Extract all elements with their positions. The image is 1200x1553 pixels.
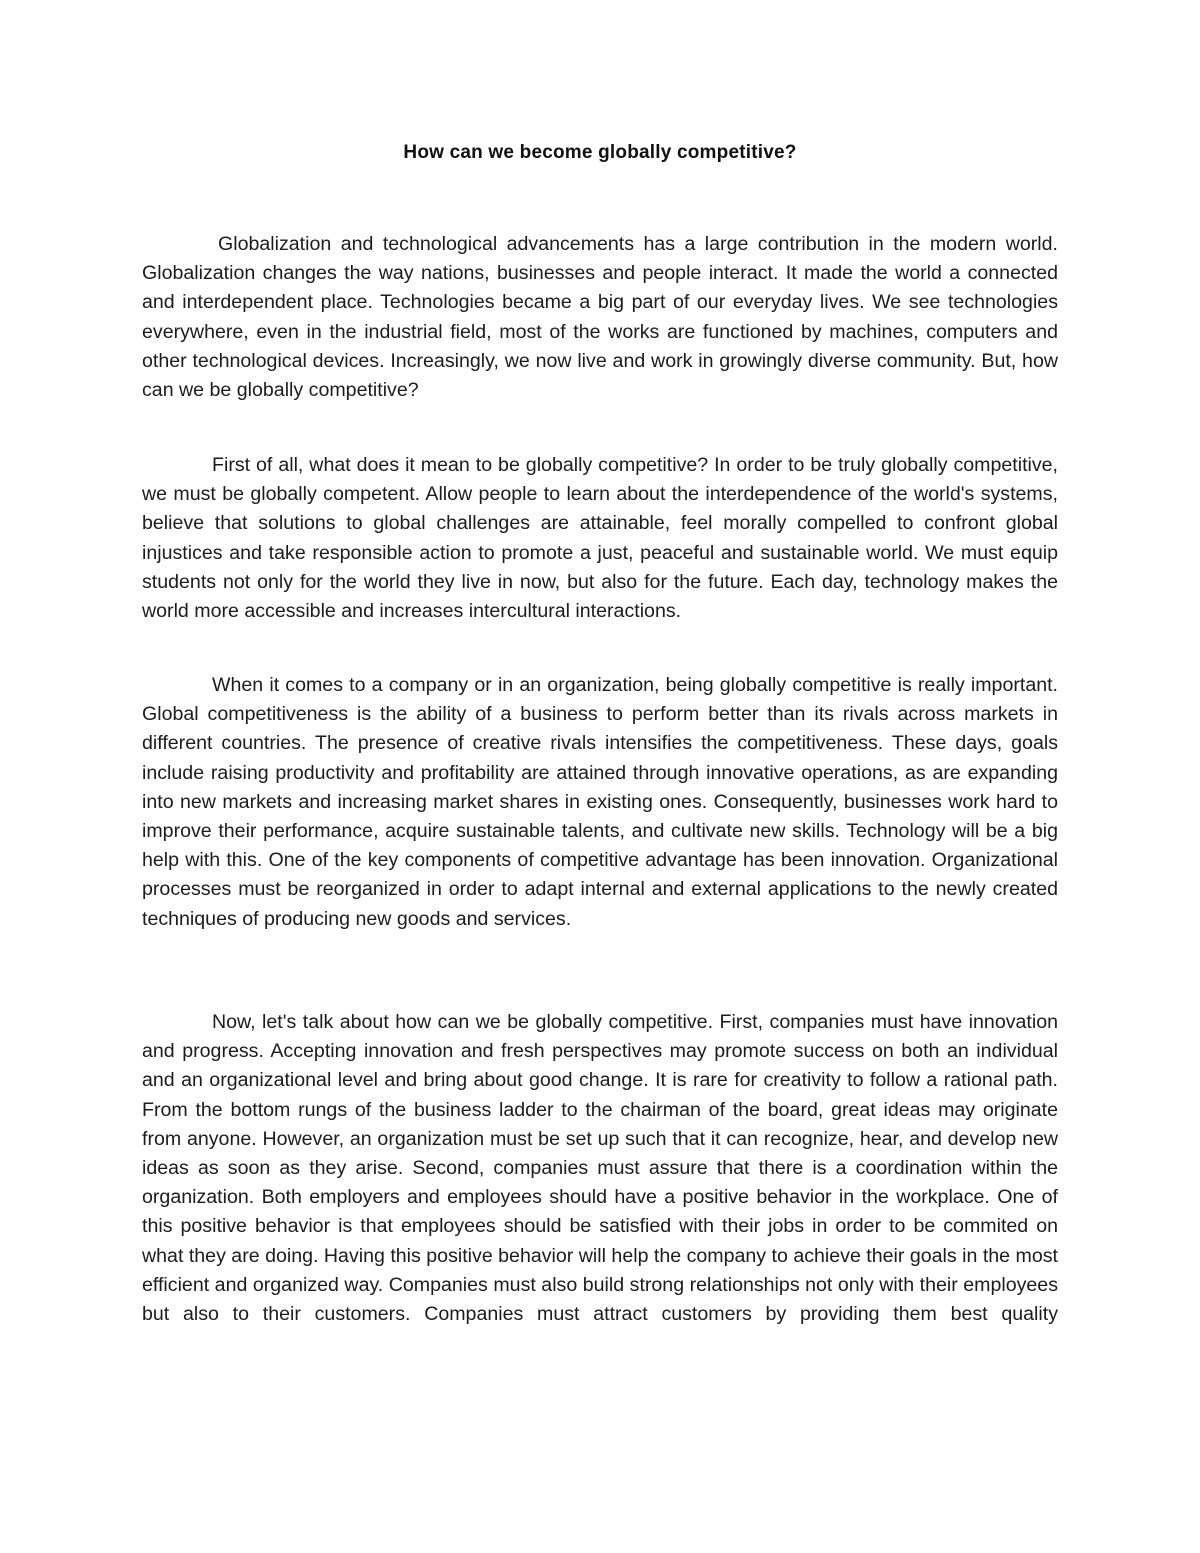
paragraph-introduction: Globalization and technological advancements has a large contribution in the modern world. Globalization changes the way nations, businesses and people interact. It made the world a connected and interdependent place. Technologies became a big part of our everyday lives. We see technologies everywhere, even in the industrial field, most of the works are functioned by machines, computers and other technological devices. Increasingly, we now live and work in growingly diverse community. But, how can we be globally competitive? <box>142 233 1058 402</box>
paragraph-organization: When it comes to a company or in an organization, being globally competitive is really important. Global competitiveness is the ability of a business to perform better than its rivals across markets in different countries. The presence of creative rivals intensifies the competitiveness. These days, goals include raising productivity and profitability are attained through innovative operations, as are expanding into new markets and increasing market shares in existing ones. Consequently, businesses work hard to improve their performance, acquire sustainable talents, and cultivate new skills. Technology will be a big help with this. One of the key components of competitive advantage has been innovation. Organizational processes must be reorganized in order to adapt internal and external applications to the newly created techniques of producing new goods and services. <box>142 674 1058 930</box>
paragraph-definition: First of all, what does it mean to be globally competitive? In order to be truly globally competitive, we must be globally competent. Allow people to learn about the interdependence of the world's systems, believe that solutions to global challenges are attainable, feel morally compelled to confront global injustices and take responsible action to promote a just, peaceful and sustainable world. We must equip students not only for the world they live in now, but also for the future. Each day, technology makes the world more accessible and increases intercultural interactions. <box>142 454 1058 623</box>
paragraph-how-to-compete: Now, let's talk about how can we be globally competitive. First, companies must have innovation and progress. Accepting innovation and fresh perspectives may promote success on both an individual and an organizational level and bring about good change. It is rare for creativity to follow a rational path. From the bottom rungs of the business ladder to the chairman of the board, great ideas may originate from anyone. However, an organization must be set up such that it can recognize, hear, and develop new ideas as soon as they arise. Second, companies must assure that there is a coordination within the organization. Both employers and employees should have a positive behavior in the workplace. One of this positive behavior is that employees should be satisfied with their jobs in order to be commited on what they are doing. Having this positive behavior will help the company to achieve their goals in the most efficient and organized way. Companies must also build strong relationships not only with their employees but also to their customers. Companies must attract customers by providing them best quality <box>142 1011 1058 1326</box>
document-title: How can we become globally competitive? <box>403 142 797 163</box>
